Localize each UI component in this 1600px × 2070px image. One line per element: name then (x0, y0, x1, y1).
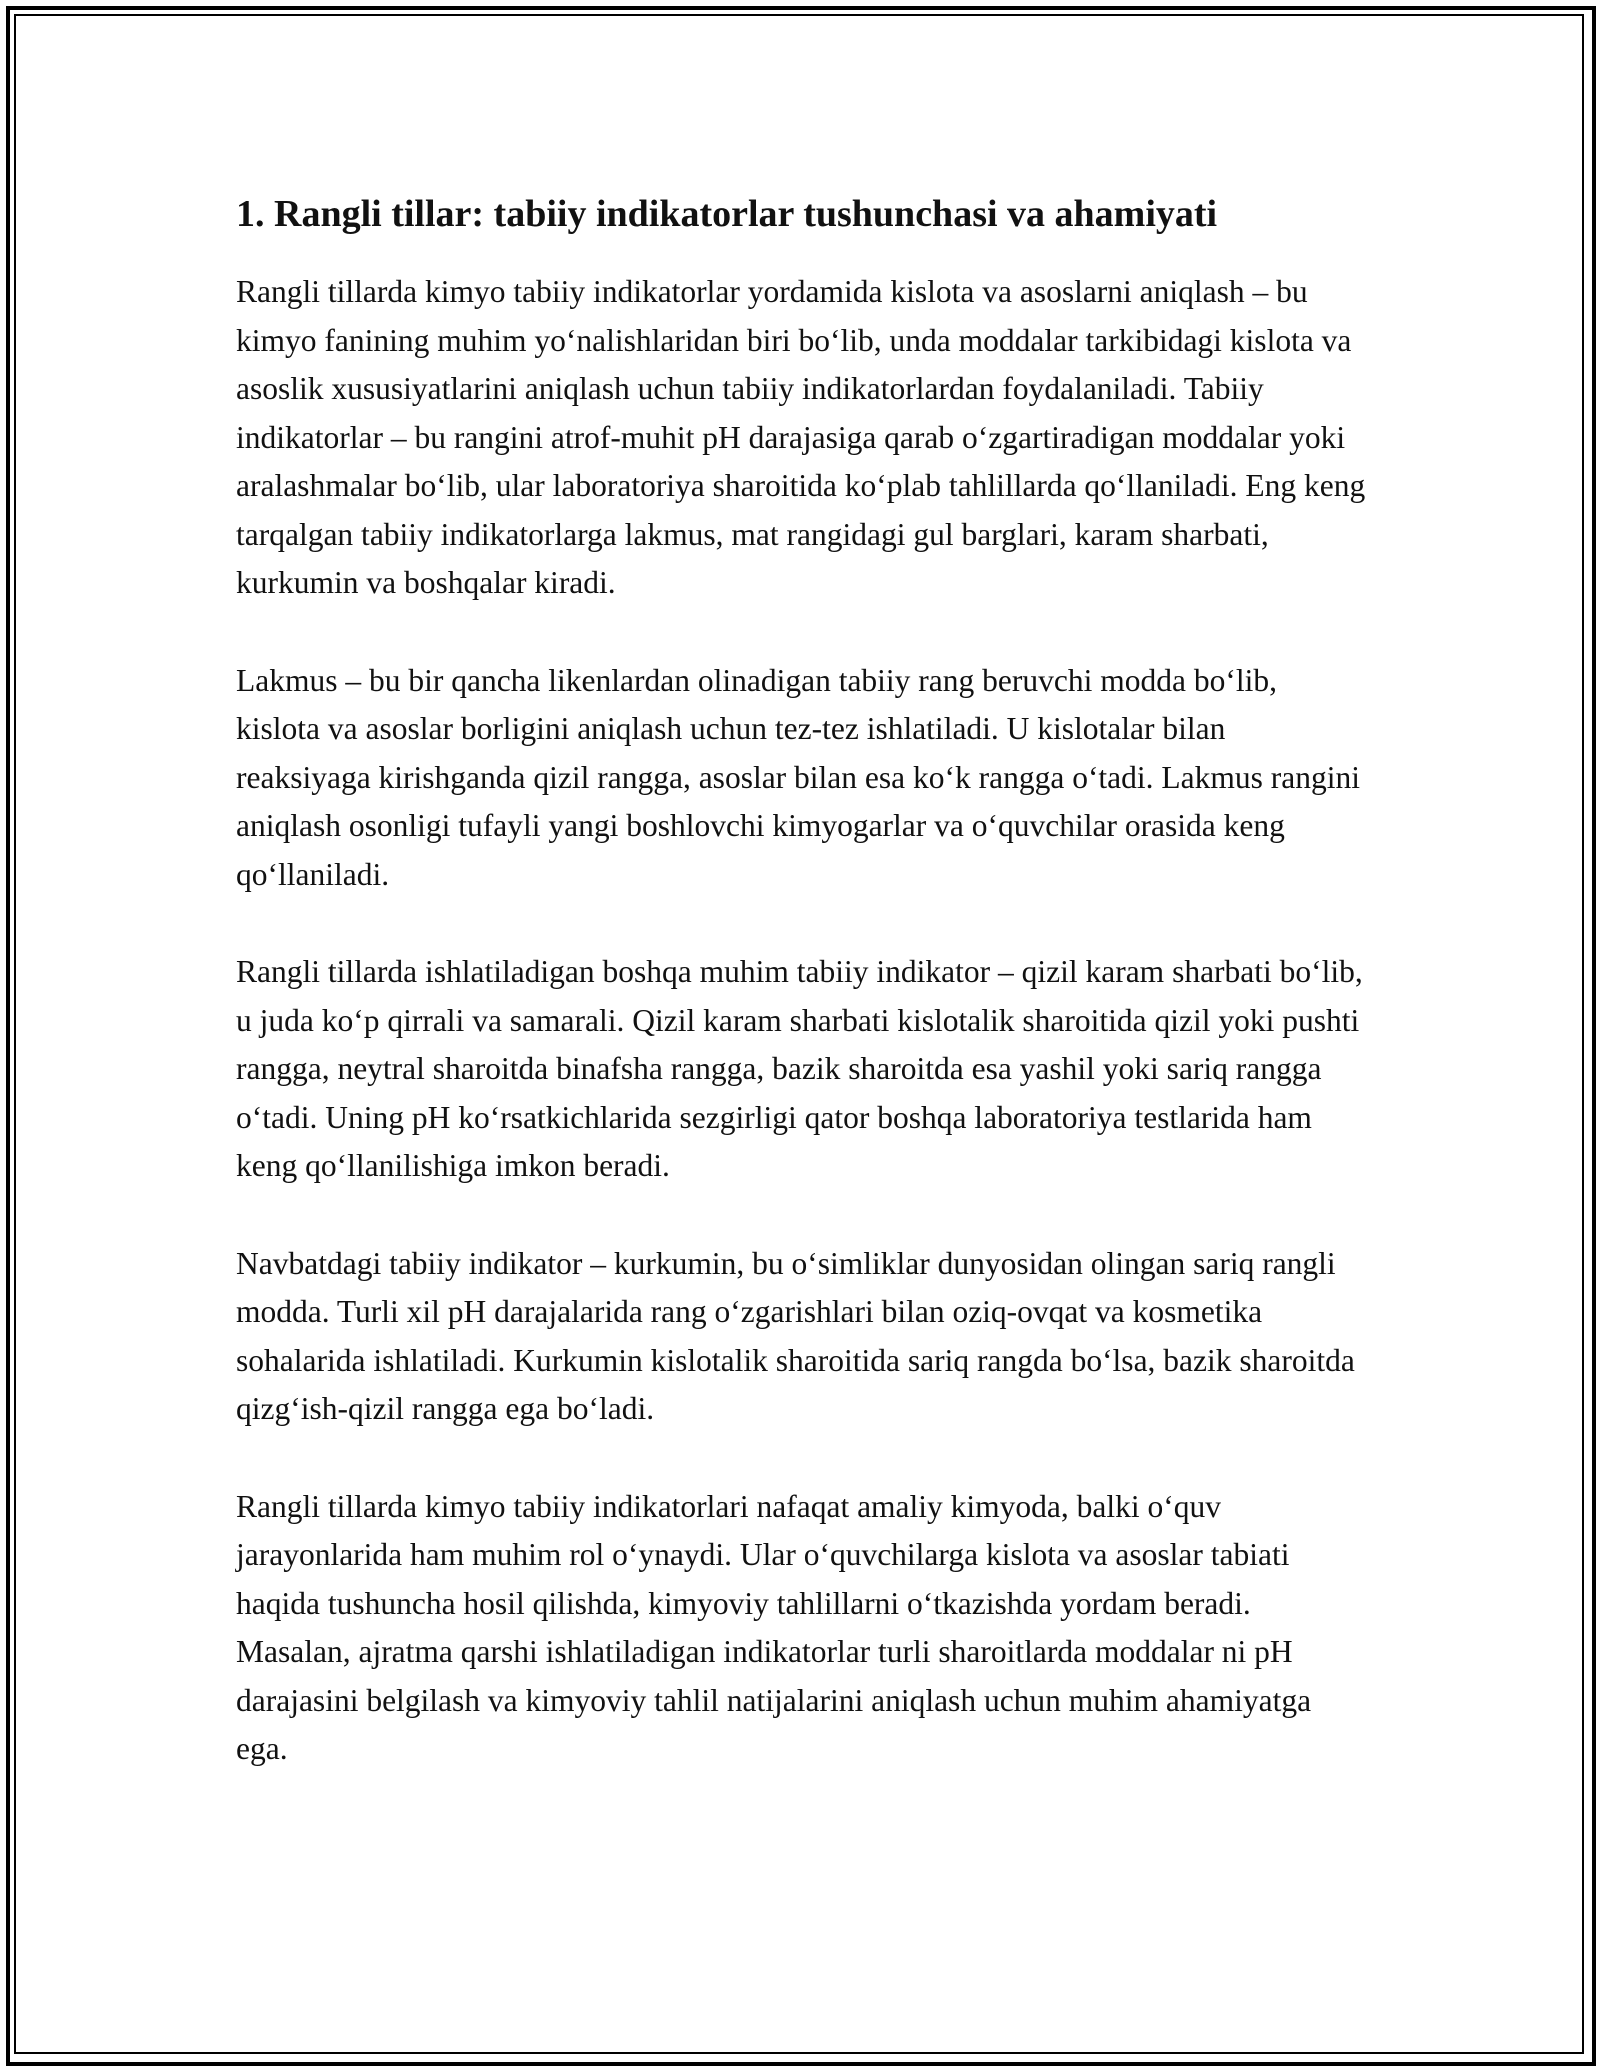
document-title: 1. Rangli tillar: tabiiy indikatorlar tushunchasi va ahamiyati (236, 193, 1218, 235)
paragraph-lakmus: Lakmus – bu bir qancha likenlardan olinadigan tabiiy rang beruvchi modda bo‘lib, kislota va asoslar borligini aniqlash uchun tez-tez ishlatiladi. U kislotalar bilan reaksiyaga kirishganda qizil rangga, asoslar bilan esa ko‘k rangga o‘tadi. Lakmus rangini aniqlash osonligi tufayli yangi boshlovchi kimyogarlar va o‘quvchilar orasida keng qo‘llaniladi. (236, 662, 1361, 892)
paragraph-conclusion: Rangli tillarda kimyo tabiiy indikatorlari nafaqat amaliy kimyoda, balki o‘quv jarayonlarida ham muhim rol o‘ynaydi. Ular o‘quvchilarga kislota va asoslar tabiati haqida tushuncha hosil qilishda, kimyoviy tahlillarni o‘tkazishda yordam beradi. Masalan, ajratma qarshi ishlatiladigan indikatorlar turli sharoitlarda moddalar ni pH darajasini belgilash va kimyoviy tahlil natijalarini aniqlash uchun muhim ahamiyatga ega. (236, 1488, 1312, 1766)
document-body (236, 186, 1366, 1823)
paragraph-intro: Rangli tillarda kimyo tabiiy indikatorlar yordamida kislota va asoslarni aniqlash – bu kimyo fanining muhim yo‘nalishlaridan biri bo‘lib, unda moddalar tarkibidagi kislota va asoslik xususiyatlarini aniqlash uchun tabiiy indikatorlardan foydalaniladi. Tabiiy indikatorlar – bu rangini atrof-muhit pH darajasiga qarab o‘zgartiradigan moddalar yoki aralashmalar bo‘lib, ular laboratoriya sharoitida ko‘plab tahlillarda qo‘llaniladi. Eng keng tarqalgan tabiiy indikatorlarga lakmus, mat rangidagi gul barglari, karam sharbati, kurkumin va boshqalar kiradi. (236, 274, 1366, 600)
paragraph-kurkumin: Navbatdagi tabiiy indikator – kurkumin, bu o‘simliklar dunyosidan olingan sariq rangli modda. Turli xil pH darajalarida rang o‘zgarishlari bilan oziq-ovqat va kosmetika sohalarida ishlatiladi. Kurkumin kislotalik sharoitida sariq rangda bo‘lsa, bazik sharoitda qizg‘ish-qizil rangga ega bo‘ladi. (236, 1245, 1355, 1426)
paragraph-red-cabbage: Rangli tillarda ishlatiladigan boshqa muhim tabiiy indikator – qizil karam sharbati bo‘lib, u juda ko‘p qirrali va samarali. Qizil karam sharbati kislotalik sharoitida qizil yoki pushti rangga, neytral sharoitda binafsha rangga, bazik sharoitda esa yashil yoki sariq rangga o‘tadi. Uning pH ko‘rsatkichlarida sezgirligi qator boshqa laboratoriya testlarida ham keng qo‘llanilishiga imkon beradi. (236, 954, 1363, 1183)
